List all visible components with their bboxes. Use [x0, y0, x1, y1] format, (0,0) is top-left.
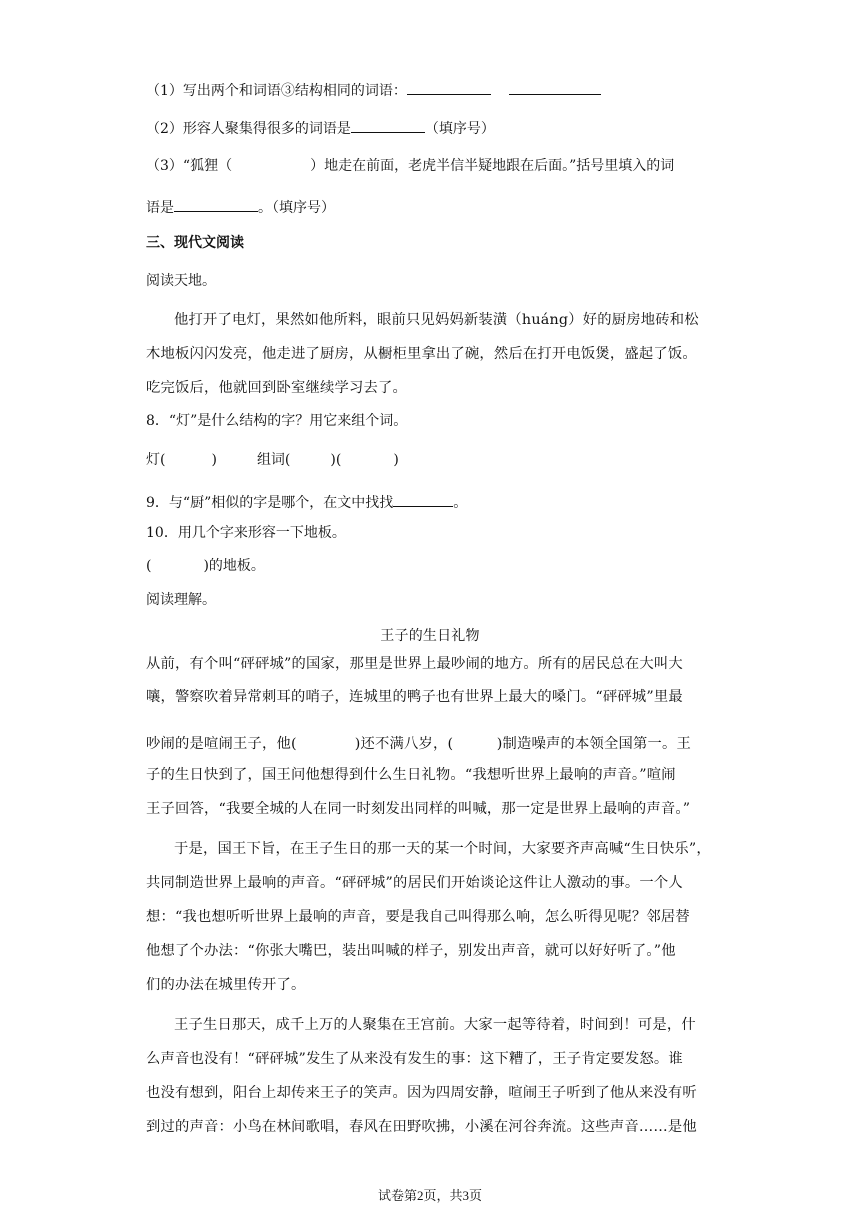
question-3-mid: ）地走在前面，老虎半信半疑地跟在后面。”括号里填入的词	[310, 158, 675, 174]
question-2	[146, 118, 495, 138]
passage-2-line: 子的生日快到了，国王问他想得到什么生日礼物。“我想听世界上最响的声音。”喧闹	[146, 767, 676, 783]
passage-2-line: 想：“我也想听听世界上最响的声音，要是我自己叫得那么响，怎么听得见呢？邻居替	[146, 909, 690, 925]
passage-2-line: 王子生日那天，成千上万的人聚集在王宫前。大家一起等待着，时间到！可是，什	[174, 1017, 696, 1033]
passage-2-line: 他想了个办法：“你张大嘴巴，装出叫喊的样子，别发出声音，就可以好好听了。”他	[146, 943, 676, 959]
question-3-line2-text: 语是	[146, 200, 174, 216]
question-3	[146, 157, 674, 175]
passage-2-line: 共同制造世界上最响的声音。“砰砰城”的居民们开始谈论这件让人激动的事。一个人	[146, 875, 683, 891]
passage-1-intro: 阅读天地。	[146, 273, 216, 289]
q8-word-label: 组词(	[256, 452, 291, 468]
q10-suffix: )的地板。	[203, 558, 265, 574]
answer-blank-9[interactable]	[393, 492, 453, 507]
answer-blank-1b[interactable]	[509, 80, 601, 95]
question-8: 8．“灯”是什么结构的字？用它来组个词。	[146, 413, 408, 429]
question-9-text: 9．与“厨”相似的字是哪个，在文中找找	[146, 495, 394, 511]
passage-2-line: 从前，有个叫“砰砰城”的国家，那里是世界上最吵闹的地方。所有的居民总在大叫大	[146, 656, 683, 672]
passage-2-line: 王子回答，“我要全城的人在同一时刻发出同样的叫喊，那一定是世界上最响的声音。”	[146, 801, 691, 817]
question-2-text: （2）形容人聚集得很多的词语是	[146, 121, 351, 137]
passage-2-line: 于是，国王下旨，在王子生日的那一天的某一个时间，大家要齐声高喊“生日快乐”，	[174, 841, 711, 857]
question-1-text: （1）写出两个和词语③结构相同的词语：	[146, 83, 407, 99]
passage-2-line: 吵闹的是喧闹王子，他( )还不满八岁，( )制造噪声的本领全国第一。王	[146, 736, 691, 752]
question-1	[146, 80, 601, 100]
q8-paren-close: )	[211, 452, 217, 468]
passage-1-line: 木地板闪闪发亮，他走进了厨房，从橱柜里拿出了碗，然后在打开电饭煲，盛起了饭。	[146, 346, 697, 362]
question-2-suffix: （填序号）	[424, 121, 495, 137]
q8-char-label: 灯(	[146, 452, 166, 468]
question-9-suffix: 。	[453, 495, 468, 511]
section-title: 三、现代文阅读	[146, 235, 244, 251]
question-8-answer-line	[146, 451, 399, 469]
question-10: 10．用几个字来形容一下地板。	[146, 525, 346, 541]
question-9	[146, 492, 467, 512]
q8-paren-end: )	[393, 452, 399, 468]
passage-1-line: 他打开了电灯，果然如他所料，眼前只见妈妈新装潢（huáng）好的厨房地砖和松	[174, 312, 699, 328]
question-10-answer	[146, 557, 265, 575]
q8-paren-mid: )(	[330, 452, 342, 468]
passage-2-line: 也没有想到，阳台上却传来王子的笑声。因为四周安静，喧闹王子听到了他从来没有听	[146, 1085, 697, 1101]
passage-2-line: 们的办法在城里传开了。	[146, 977, 306, 993]
answer-blank-3[interactable]	[174, 197, 258, 212]
passage-2-line: 嚷，警察吹着异常刺耳的哨子，连城里的鸭子也有世界上最大的嗓门。“砰砰城”里最	[146, 689, 683, 705]
passage-2-line: 么声音也没有！“砰砰城”发生了从来没有发生的事：这下糟了，王子肯定要发怒。谁	[146, 1051, 683, 1067]
page-footer: 试卷第2页，共3页	[377, 1188, 482, 1203]
passage-1-line: 吃完饭后，他就回到卧室继续学习去了。	[146, 380, 407, 396]
answer-blank-1a[interactable]	[407, 80, 491, 95]
passage-2-line: 到过的声音：小鸟在林间歌唱，春风在田野吹拂，小溪在河谷奔流。这些声音……是他	[146, 1119, 697, 1135]
question-3-line2	[146, 197, 335, 217]
passage-2-title: 王子的生日礼物	[380, 628, 480, 644]
question-3-text: （3）“狐狸（	[146, 158, 233, 174]
question-3-line2-suffix: 。（填序号）	[258, 200, 335, 216]
q10-paren-open: (	[146, 558, 152, 574]
passage-2-intro: 阅读理解。	[146, 592, 216, 608]
answer-blank-2[interactable]	[351, 118, 425, 133]
